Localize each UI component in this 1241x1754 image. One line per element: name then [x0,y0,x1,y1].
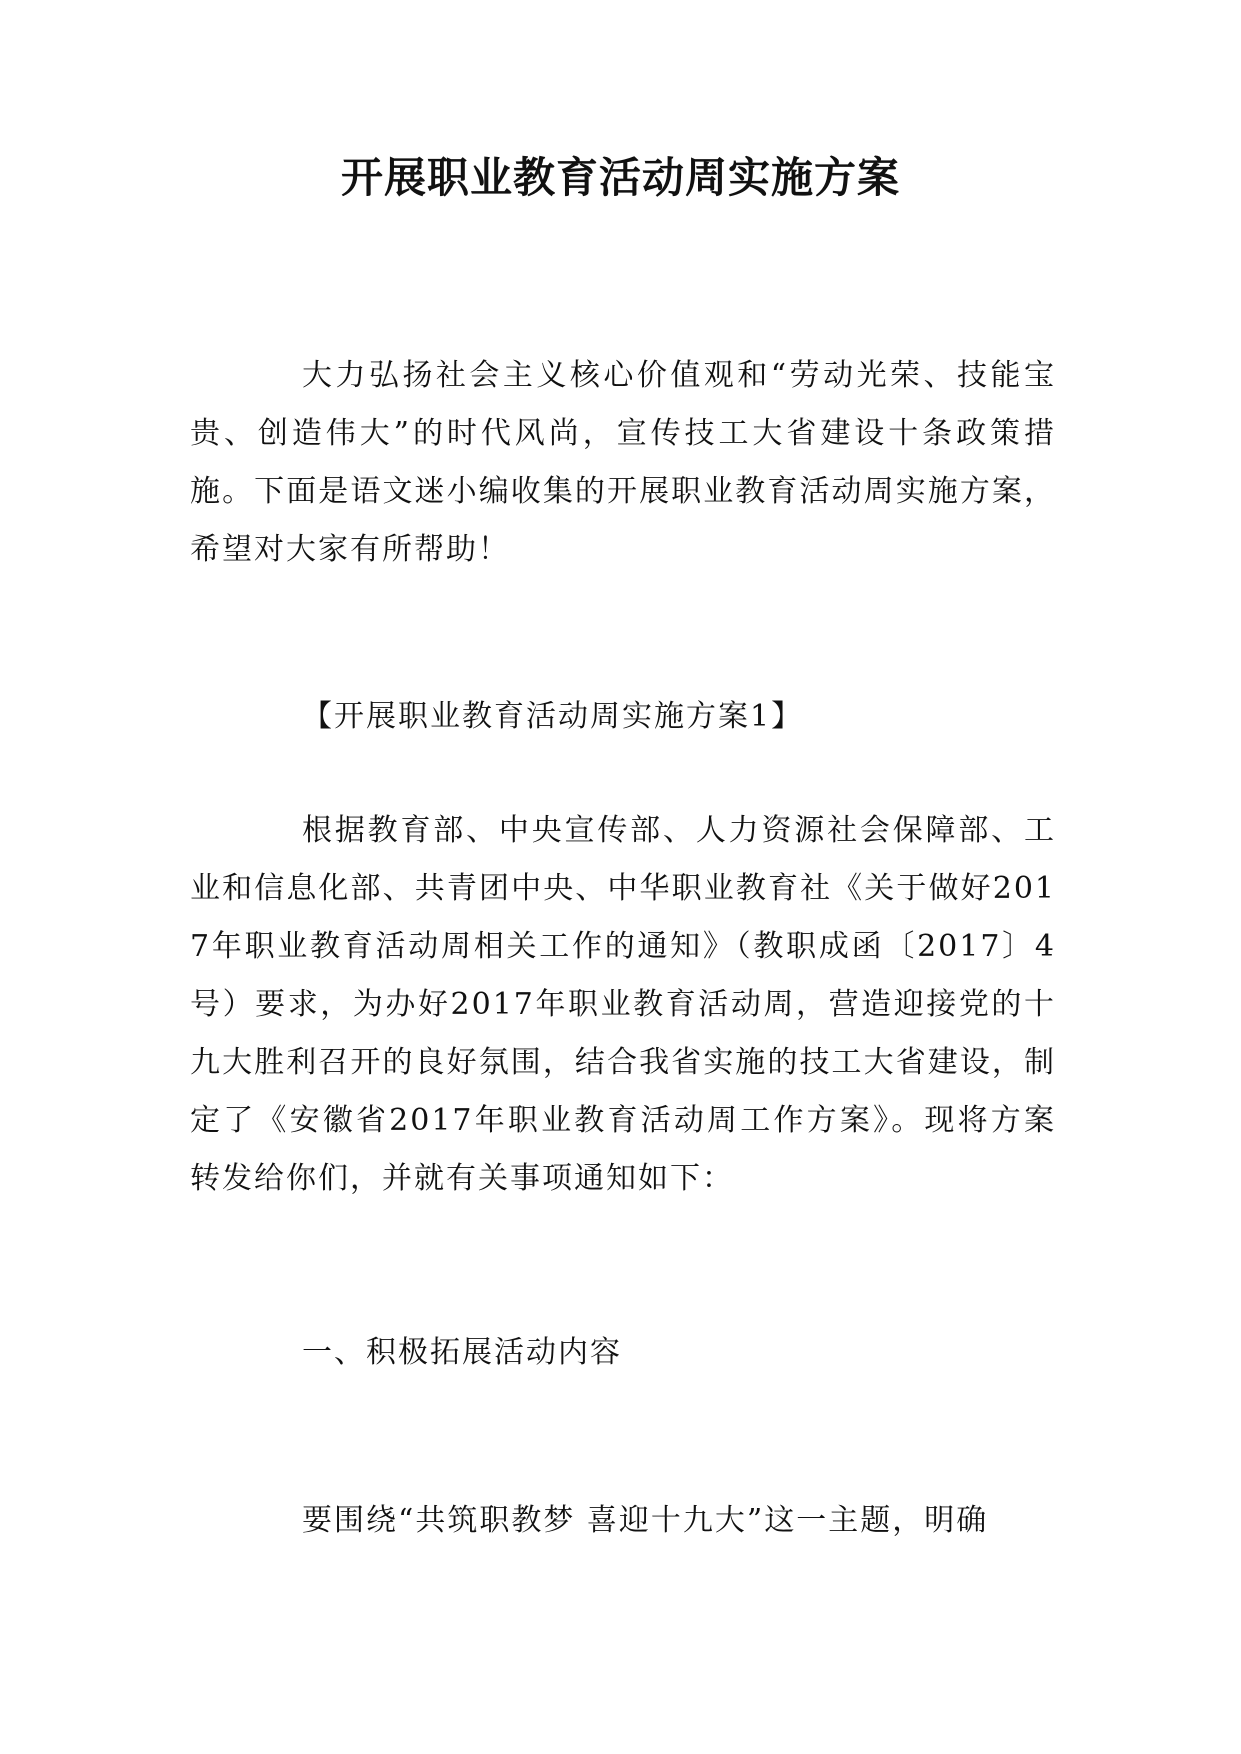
paragraph-3: 要围绕“共筑职教梦 喜迎十九大”这一主题，明确 [302,1503,989,1538]
body-paragraph: 根据教育部、中央宣传部、人力资源社会保障部、工业和信息化部、共青团中央、中华职业教育社《关于做好2017年职业教育活动周相关工作的通知》（教职成函〔2017〕4号）要求，为办好2017年职业教育活动周，营造迎接党的十九大胜利召开的良好氛围，结合我省实施的技工大省建设，制定了《安徽省2017年职业教育活动周工作方案》。现将方案转发给你们，并就有关事项通知如下： [190,813,1056,1196]
intro-paragraph: 大力弘扬社会主义核心价值观和“劳动光荣、技能宝贵、创造伟大”的时代风尚，宣传技工大省建设十条政策措施。下面是语文迷小编收集的开展职业教育活动周实施方案，希望对大家有所帮助！ [190,358,1056,567]
document-title: 开展职业教育活动周实施方案 [340,153,900,202]
section-title: 【开展职业教育活动周实施方案1】 [302,699,804,734]
heading-1: 一、积极拓展活动内容 [302,1335,622,1370]
